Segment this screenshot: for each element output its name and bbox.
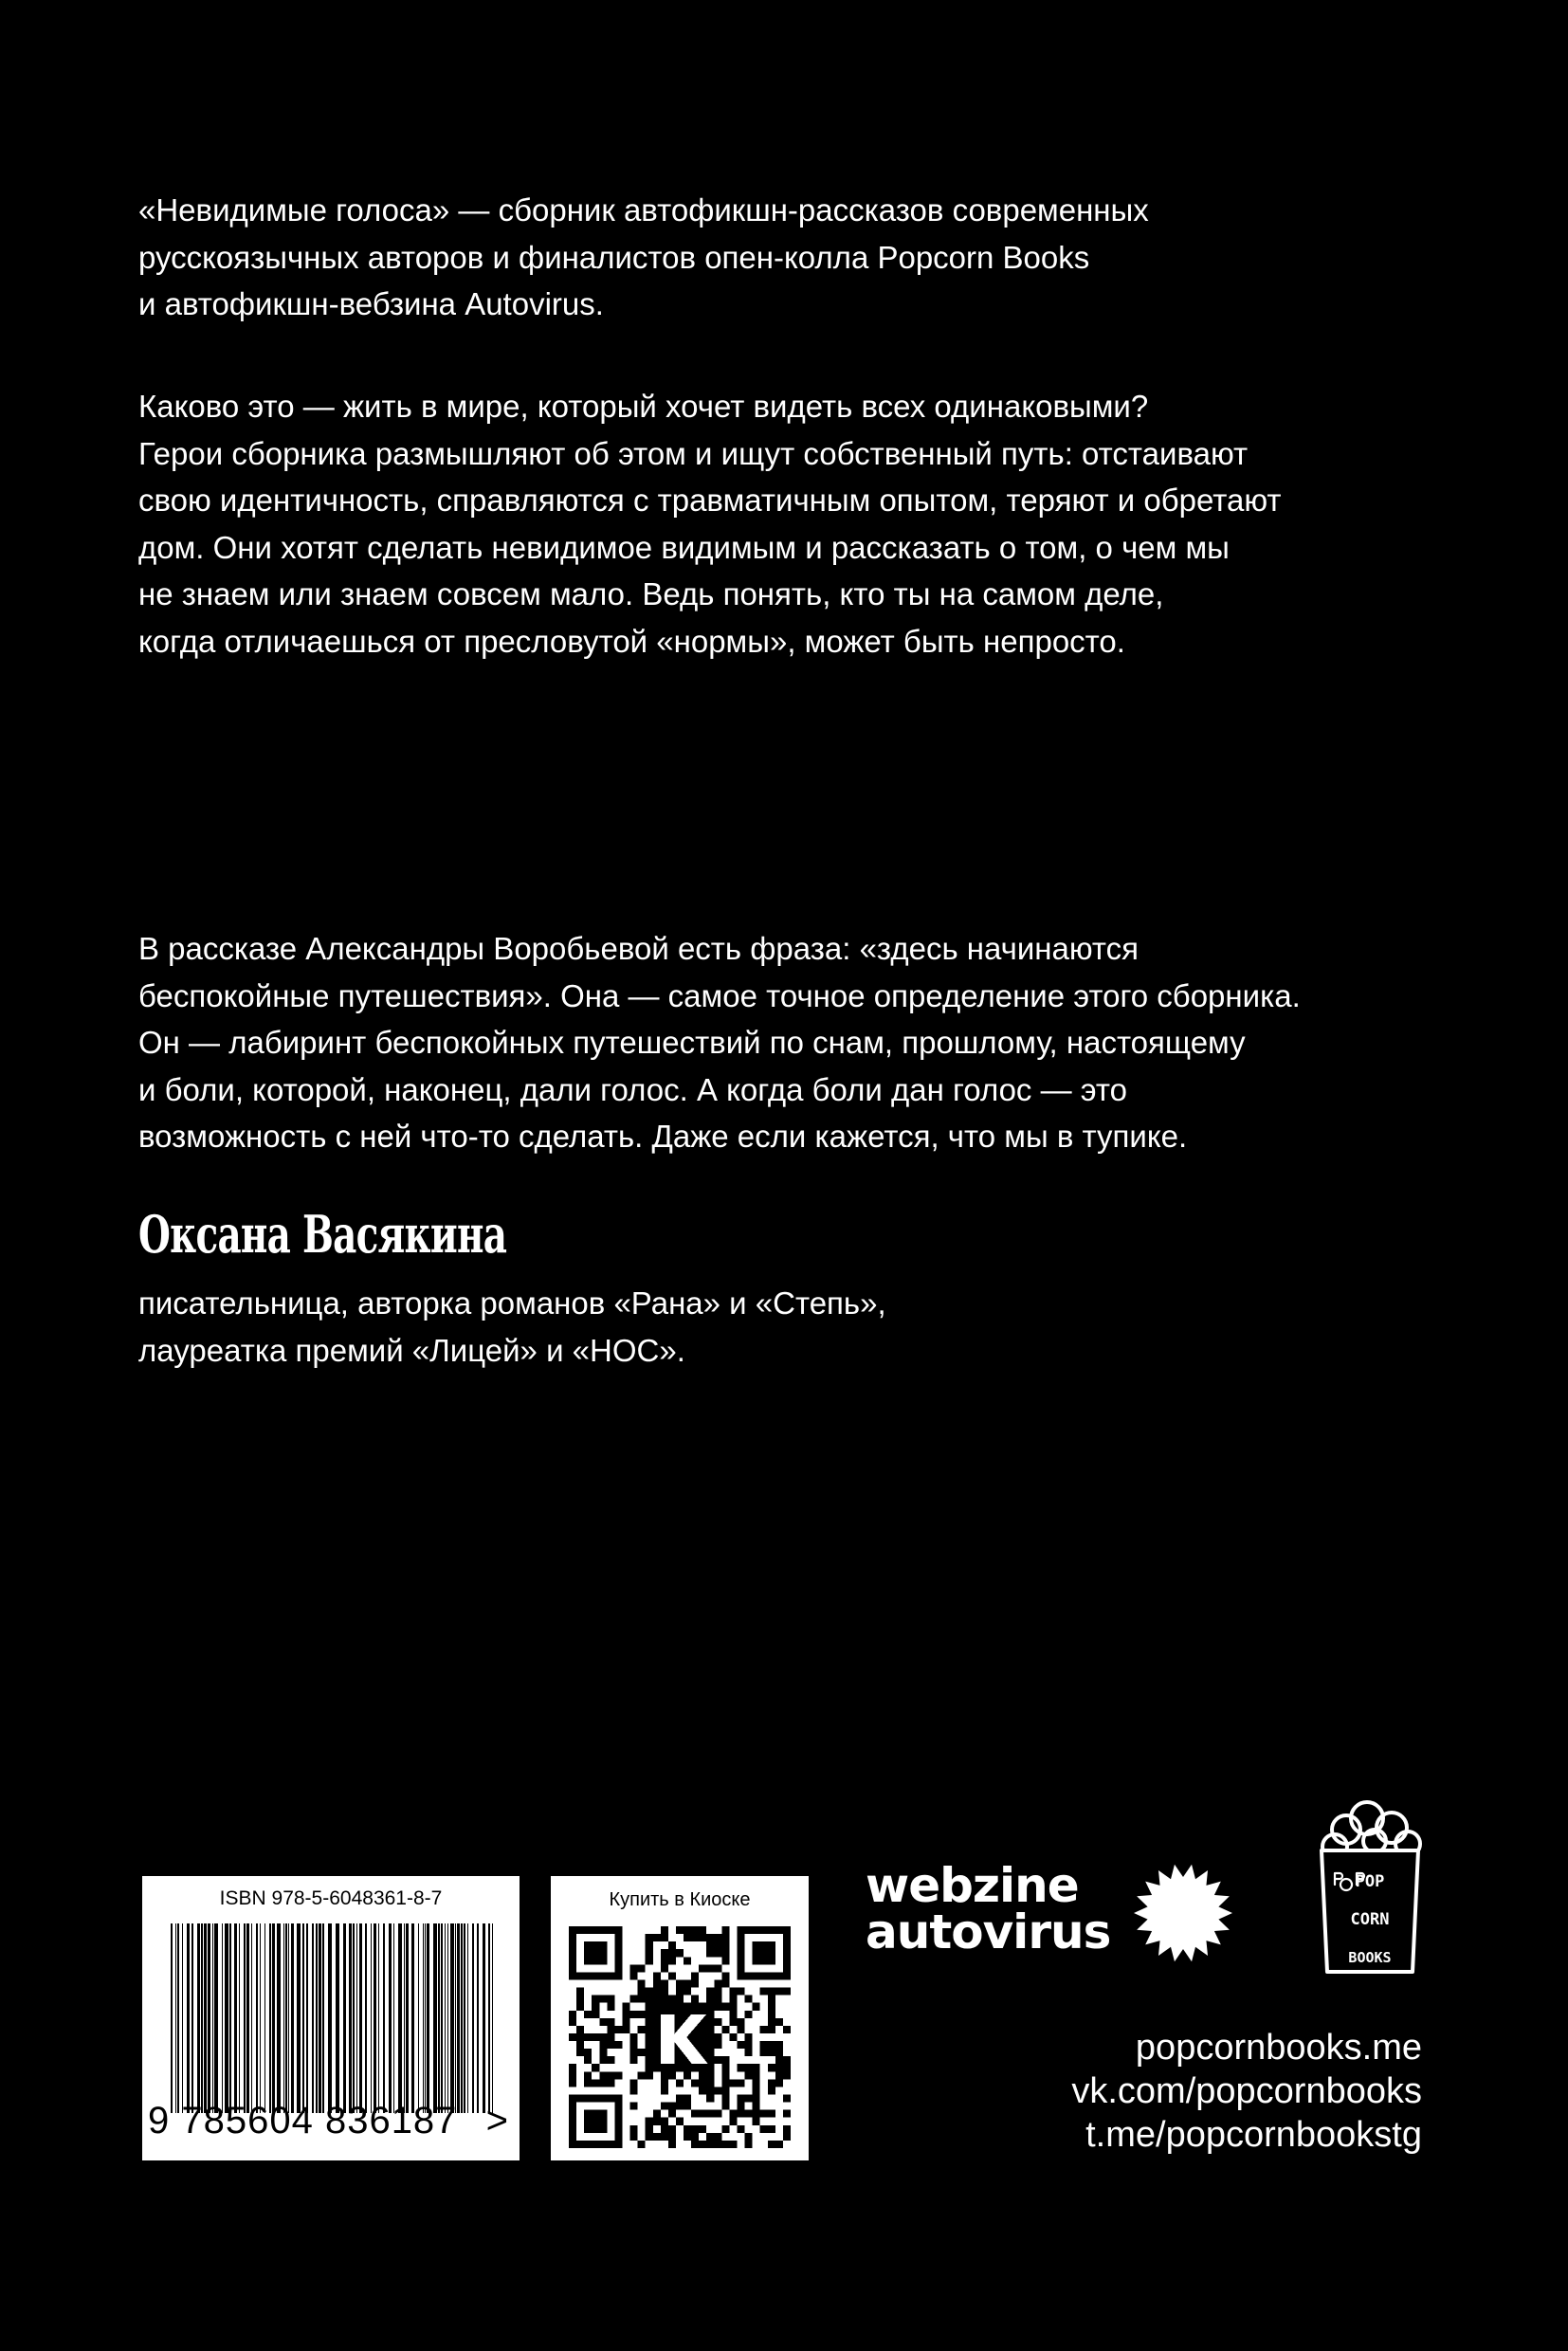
intro-paragraph: «Невидимые голоса» — сборник автофикшн-рассказов современных русскоязычных авторов и финалистов опен-колла Popcorn Books и автофикшн-вебзина Autovirus. [138, 192, 1149, 321]
isbn-arrow: > [485, 2100, 508, 2141]
popcorn-logo-corn: CORN [1350, 1910, 1390, 1929]
link-vk[interactable]: vk.com/popcornbooks [1071, 2071, 1422, 2111]
review-quote: В рассказе Александры Воробьевой есть фраза: «здесь начинаются беспокойные путешествия». Она — самое точное определение этого сборника. Он — лабиринт беспокойных путешествий по снам, прошлому, настоящему и боли, которой, наконец, дали голос. А когда боли дан голос — это возможность с ней что-то сделать. Даже если кажется, что мы в тупике. [138, 931, 1301, 1154]
popcorn-logo-books: BOOKS [1348, 1949, 1392, 1966]
isbn-barcode-panel [142, 1876, 520, 2160]
webzine-logo-line1: webzine [866, 1858, 1079, 1913]
link-telegram[interactable]: t.me/popcornbookstg [1085, 2115, 1422, 2155]
qr-code-icon[interactable] [569, 1926, 791, 2148]
webzine-autovirus-logo [866, 1858, 1111, 1959]
isbn-label: ISBN 978-5-6048361-8-7 [219, 1887, 443, 1909]
links-list [1071, 2026, 1422, 2157]
popcorn-books-logo [1308, 1792, 1431, 1977]
link-website[interactable]: popcornbooks.me [1135, 2028, 1422, 2068]
isbn-digits: 9 785604 836187 [148, 2100, 458, 2141]
barcode-icon [171, 1923, 497, 2113]
author-description: писательница, авторка романов «Рана» и «Степь», лауреатка премий «Лицей» и «НОС». [138, 1285, 886, 1368]
webzine-logo-line2: autovirus [866, 1904, 1111, 1959]
author-name: Оксана Васякина [138, 1204, 507, 1265]
popcorn-logo-pop: POP [1355, 1872, 1385, 1891]
qr-label: Купить в Киоске [609, 1889, 751, 1910]
qr-panel[interactable] [551, 1876, 809, 2160]
sun-burst-icon [1133, 1863, 1233, 1963]
description-paragraph: Каково это — жить в мире, который хочет видеть всех одинаковыми? Герои сборника размышляют об этом и ищут собственный путь: отстаивают свою идентичность, справляются с травматичным опытом, теряют и обретают дом. Они хотят сделать невидимое видимым и рассказать о том, о чем мы не знаем или знаем совсем мало. Ведь понять, кто ты на самом деле, когда отличаешься от пресловутой «нормы», может быть непросто. [138, 389, 1282, 659]
